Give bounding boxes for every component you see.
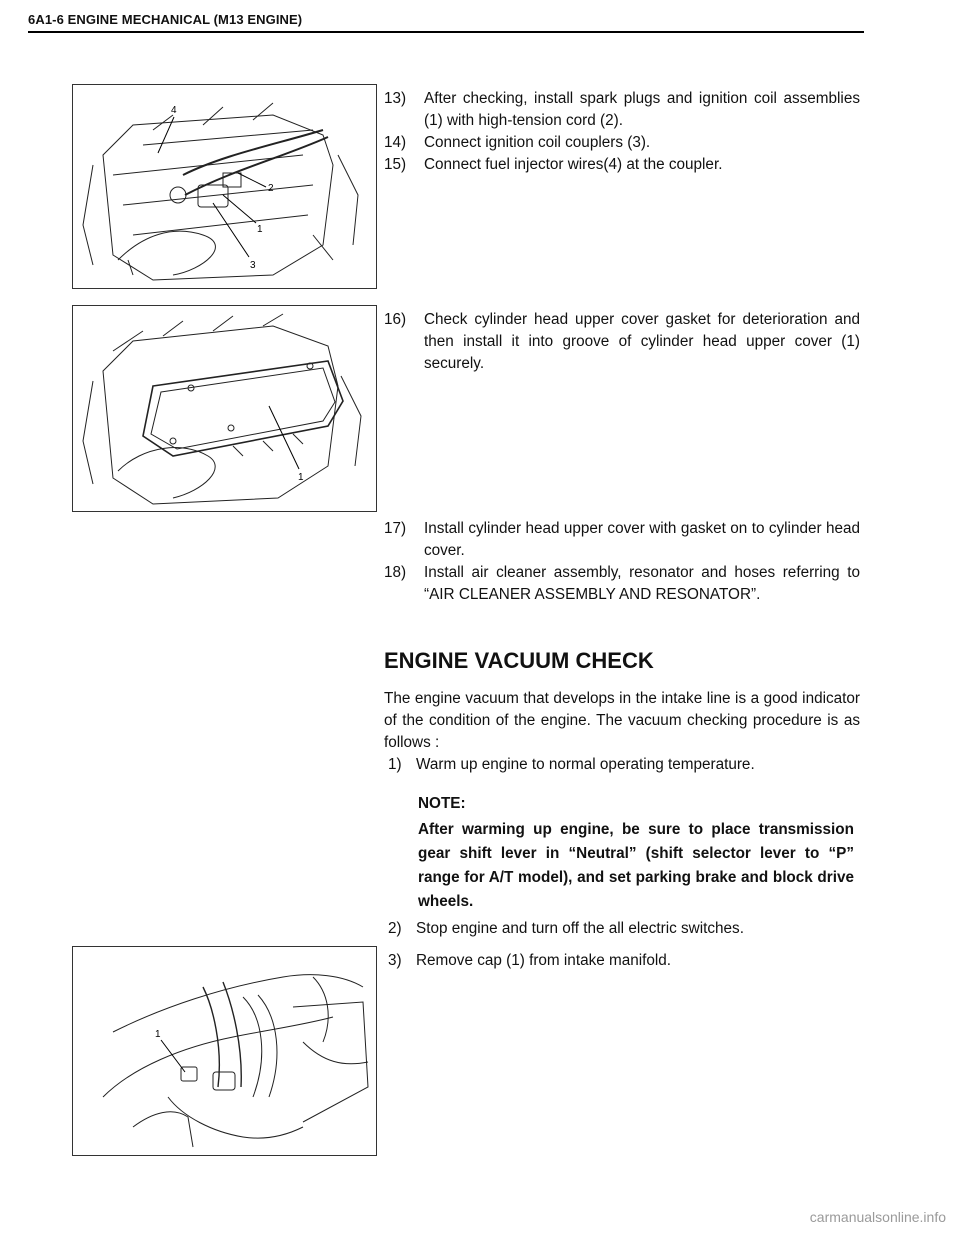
callout-1: 1 [298, 472, 304, 483]
engine-illustration-2 [73, 306, 376, 511]
step-text: Warm up engine to normal operating temperature. [416, 756, 755, 773]
callout-2: 2 [268, 183, 274, 194]
note-body: After warming up engine, be sure to place transmission gear shift lever in “Neutral” (shift selector lever to “P” range for A/T model), and set parking brake and block drive wheels. [418, 821, 854, 910]
step-17 [384, 518, 860, 562]
step-text: Connect ignition coil couplers (3). [424, 134, 651, 151]
engine-illustration-3 [73, 947, 376, 1155]
callout-1: 1 [155, 1029, 161, 1040]
header-rule [28, 31, 864, 33]
step-2 [384, 918, 860, 940]
callout-4: 4 [171, 105, 177, 116]
section-intro: The engine vacuum that develops in the intake line is a good indicator of the condition of the engine. The vacuum checking procedure is as follows : [384, 690, 860, 751]
step-3 [384, 950, 860, 972]
step-number: 14) [384, 134, 407, 151]
step-number: 1) [388, 756, 402, 773]
step-number: 15) [384, 156, 407, 173]
step-1 [384, 754, 860, 776]
step-15 [384, 154, 860, 176]
note-title: NOTE: [418, 795, 466, 812]
callout-1: 1 [257, 224, 263, 235]
step-number: 18) [384, 564, 407, 581]
callout-3: 3 [250, 260, 256, 271]
step-13 [384, 88, 860, 132]
step-text: After checking, install spark plugs and ignition coil assemblies (1) with high-tension cord (2). [424, 90, 860, 129]
step-text: Check cylinder head upper cover gasket for deterioration and then install it into groove of cylinder head upper cover (1) securely. [424, 311, 860, 372]
step-text: Stop engine and turn off the all electric switches. [416, 920, 744, 937]
figure-ignition-coils [72, 84, 377, 289]
step-text: Connect fuel injector wires(4) at the coupler. [424, 156, 723, 173]
step-number: 17) [384, 520, 407, 537]
step-number: 16) [384, 311, 407, 328]
step-number: 3) [388, 952, 402, 969]
figure-upper-cover [72, 305, 377, 512]
watermark: carmanualsonline.info [809, 1209, 946, 1225]
step-number: 2) [388, 920, 402, 937]
step-18 [384, 562, 860, 606]
section-title: ENGINE VACUUM CHECK [384, 648, 654, 673]
step-14 [384, 132, 860, 154]
step-number: 13) [384, 90, 407, 107]
step-16 [384, 309, 860, 375]
page-header: 6A1-6 ENGINE MECHANICAL (M13 ENGINE) [28, 12, 303, 27]
engine-illustration-1 [73, 85, 376, 288]
step-text: Remove cap (1) from intake manifold. [416, 952, 672, 969]
step-text: Install air cleaner assembly, resonator and hoses referring to “AIR CLEANER ASSEMBLY AND RESONATOR”. [424, 564, 860, 603]
step-text: Install cylinder head upper cover with gasket on to cylinder head cover. [424, 520, 860, 559]
figure-intake-manifold-cap [72, 946, 377, 1156]
